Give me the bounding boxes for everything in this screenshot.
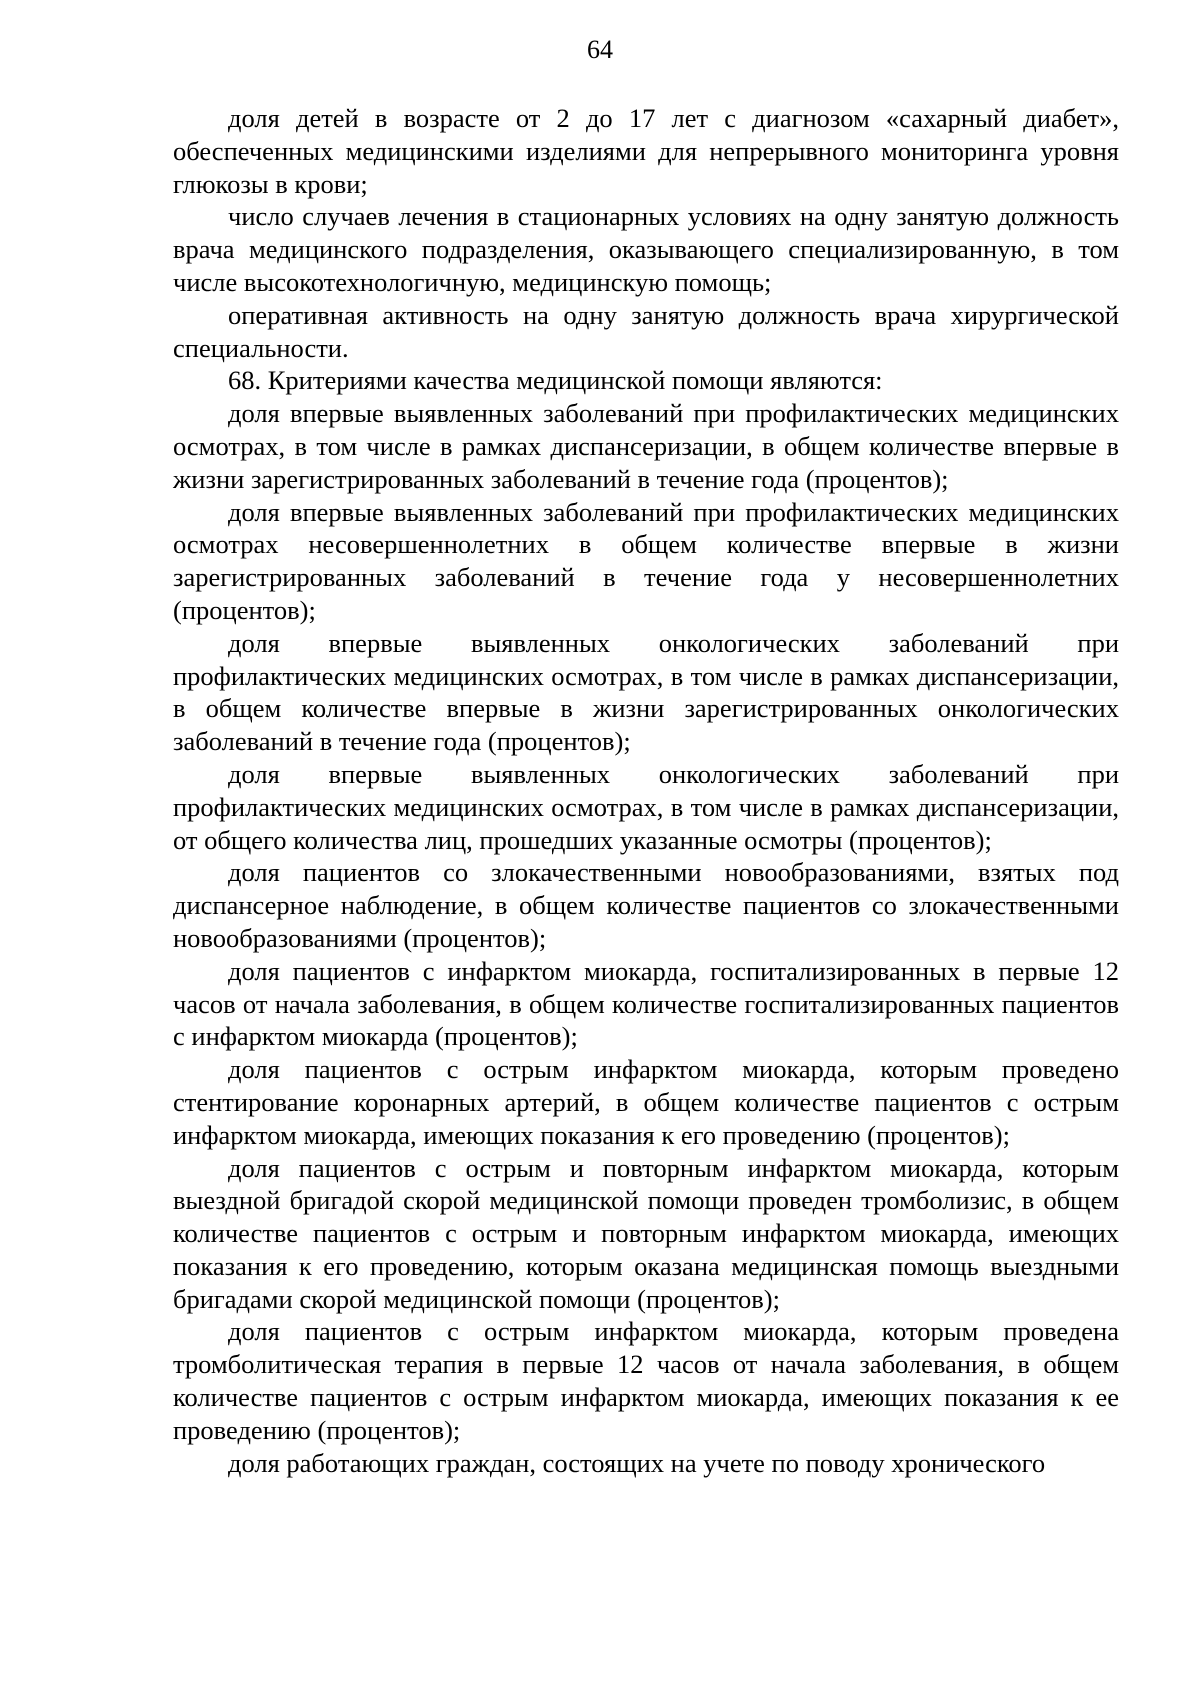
paragraph: доля работающих граждан, состоящих на учете по поводу хронического bbox=[228, 1447, 1046, 1478]
paragraph: доля пациентов с острым инфарктом миокарда, которым проведено стентирование коронарных артерий, в общем количестве пациентов с острым инфарктом миокарда, имеющих показания к его проведению (процентов); bbox=[173, 1054, 1119, 1150]
paragraph: доля пациентов с острым и повторным инфарктом миокарда, которым выездной бригадой скорой медицинской помощи проведен тромболизис, в общем количестве пациентов с острым и повторным инфарктом миокарда, имеющих показания к его проведению, которым оказана медицинская помощь выездными бригадами скорой медицинской помощи (процентов); bbox=[173, 1152, 1119, 1314]
paragraph: число случаев лечения в стационарных условиях на одну занятую должность врача медицинского подразделения, оказывающего специализированную, в том числе высокотехнологичную, медицинскую помощь; bbox=[173, 201, 1119, 297]
paragraph: оперативная активность на одну занятую должность врача хирургической специальности. bbox=[173, 299, 1119, 363]
document-body bbox=[173, 102, 1119, 1479]
paragraph: доля пациентов с инфарктом миокарда, госпитализированных в первые 12 часов от начала заболевания, в общем количестве госпитализированных пациентов с инфарктом миокарда (процентов); bbox=[173, 955, 1119, 1052]
section-heading: 68. Критериями качества медицинской помощи являются: bbox=[228, 365, 883, 396]
paragraph: доля детей в возрасте от 2 до 17 лет с диагнозом «сахарный диабет», обеспеченных медицинскими изделиями для непрерывного мониторинга уровня глюкозы в крови; bbox=[173, 103, 1119, 199]
paragraph: доля пациентов со злокачественными новообразованиями, взятых под диспансерное наблюдение, в общем количестве пациентов со злокачественными новообразованиями (процентов); bbox=[173, 857, 1119, 953]
paragraph: доля впервые выявленных онкологических заболеваний при профилактических медицинских осмотрах, в том числе в рамках диспансеризации, в общем количестве впервые в жизни зарегистрированных онкологических заболеваний в течение года (процентов); bbox=[173, 627, 1119, 757]
paragraph: доля впервые выявленных заболеваний при профилактических медицинских осмотрах несовершеннолетних в общем количестве впервые в жизни зарегистрированных заболеваний в течение года у несовершеннолетних (процентов); bbox=[173, 496, 1119, 625]
page-number: 64 bbox=[587, 35, 613, 64]
paragraph: доля пациентов с острым инфарктом миокарда, которым проведена тромболитическая терапия в первые 12 часов от начала заболевания, в общем количестве пациентов с острым инфарктом миокарда, имеющих показания к ее проведению (процентов); bbox=[173, 1316, 1119, 1445]
paragraph: доля впервые выявленных онкологических заболеваний при профилактических медицинских осмотрах, в том числе в рамках диспансеризации, от общего количества лиц, прошедших указанные осмотры (процентов); bbox=[173, 758, 1119, 855]
paragraph: доля впервые выявленных заболеваний при профилактических медицинских осмотрах, в том числе в рамках диспансеризации, в общем количестве впервые в жизни зарегистрированных заболеваний в течение года (процентов); bbox=[173, 398, 1119, 494]
